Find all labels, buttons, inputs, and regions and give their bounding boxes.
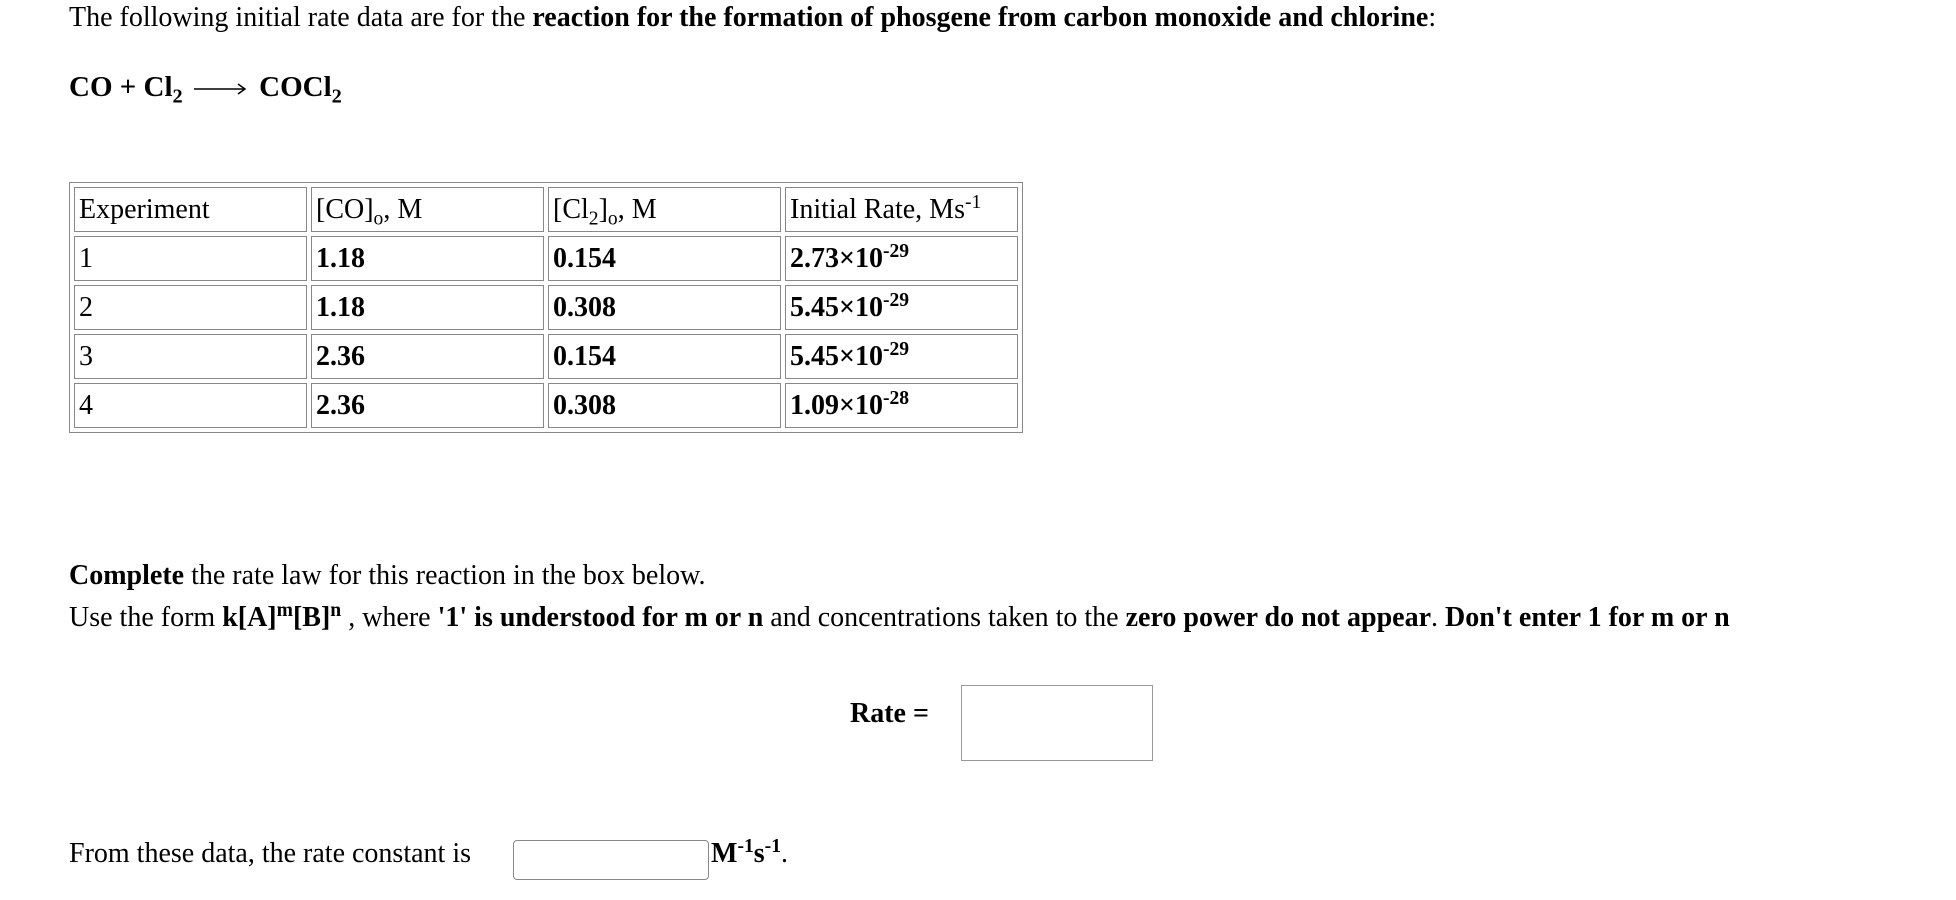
cell-experiment: 1: [74, 236, 307, 281]
header-cl2-subscript: 2: [588, 207, 599, 229]
use-mid2: and concentrations taken to the: [763, 602, 1126, 633]
equation-product-subscript: 2: [331, 85, 342, 108]
complete-rest: the rate law for this reaction in the box below.: [184, 560, 706, 591]
form-b: [B]: [292, 602, 331, 633]
table-row: [74, 383, 1018, 428]
cell-rate: [785, 383, 1018, 428]
cell-co: 2.36: [311, 383, 544, 428]
cell-rate-exponent: -28: [882, 387, 910, 409]
table-row: [74, 236, 1018, 281]
use-prefix: Use the form: [69, 602, 223, 633]
rate-law-input[interactable]: [961, 685, 1153, 761]
rate-constant-text: From these data, the rate constant is: [69, 838, 471, 869]
cell-cl2: 0.308: [548, 285, 781, 330]
header-cl2-label: [Cl: [553, 193, 589, 225]
use-mid3: .: [1431, 602, 1445, 633]
header-co: [311, 187, 544, 232]
use-bold2: zero power do not appear: [1125, 602, 1431, 633]
cell-rate-mantissa: 2.73×10: [790, 242, 883, 274]
cell-rate: [785, 334, 1018, 379]
equation-product: COCl: [259, 71, 332, 103]
header-rate: [785, 187, 1018, 232]
header-co-unit: , M: [383, 193, 423, 225]
cell-rate-exponent: -29: [882, 289, 910, 311]
intro-text: [69, 2, 1436, 34]
intro-bold: reaction for the formation of phosgene from carbon monoxide and chlorine: [532, 2, 1429, 33]
rate-constant-units: [711, 838, 788, 870]
header-rate-superscript: -1: [964, 191, 982, 213]
cell-rate-exponent: -29: [882, 240, 910, 262]
rate-data-table: [69, 182, 1023, 433]
unit-s-exponent: -1: [764, 836, 781, 858]
cell-rate-mantissa: 5.45×10: [790, 340, 883, 372]
cell-rate-mantissa: 5.45×10: [790, 291, 883, 323]
cell-experiment: 4: [74, 383, 307, 428]
unit-s: s: [753, 838, 765, 869]
form-k: k[A]: [222, 602, 277, 633]
rate-label: Rate =: [850, 698, 929, 729]
cell-rate: [785, 285, 1018, 330]
cell-co: 2.36: [311, 334, 544, 379]
equation-reactants: CO + Cl: [69, 71, 173, 103]
complete-bold: Complete: [69, 560, 185, 591]
rate-constant-input[interactable]: [513, 840, 709, 880]
cell-rate: [785, 236, 1018, 281]
equation-reactant-subscript: 2: [172, 85, 183, 108]
intro-prefix: The following initial rate data are for the: [69, 2, 533, 33]
header-cl2-bracket: ]: [598, 193, 608, 225]
header-cl2-unit: , M: [617, 193, 657, 225]
cell-cl2: 0.308: [548, 383, 781, 428]
intro-suffix: :: [1428, 2, 1437, 33]
header-co-subscript: o: [373, 207, 384, 229]
cell-experiment: 3: [74, 334, 307, 379]
header-experiment: Experiment: [74, 187, 307, 232]
form-instruction: [69, 602, 1730, 634]
cell-co: 1.18: [311, 236, 544, 281]
form-n: n: [330, 600, 342, 622]
cell-rate-exponent: -29: [882, 338, 910, 360]
table-row: [74, 334, 1018, 379]
cell-co: 1.18: [311, 285, 544, 330]
complete-instruction: [69, 560, 706, 592]
header-rate-label: Initial Rate, Ms: [790, 193, 965, 225]
header-cl2: [548, 187, 781, 232]
unit-m: M: [711, 838, 738, 869]
header-cl2-subscript-o: o: [607, 207, 618, 229]
unit-end: .: [781, 838, 788, 869]
header-co-label: [CO]: [316, 193, 374, 225]
cell-cl2: 0.154: [548, 236, 781, 281]
unit-m-exponent: -1: [737, 836, 754, 858]
use-bold1: '1' is understood for m or n: [437, 602, 764, 633]
use-mid1: , where: [341, 602, 438, 633]
table-header-row: [74, 187, 1018, 232]
use-bold3: Don't enter 1 for m or n: [1445, 602, 1730, 633]
cell-cl2: 0.154: [548, 334, 781, 379]
chemical-equation: [69, 71, 342, 108]
reaction-arrow-icon: [194, 82, 248, 96]
form-m: m: [276, 600, 293, 622]
table-row: [74, 285, 1018, 330]
cell-rate-mantissa: 1.09×10: [790, 389, 883, 421]
cell-experiment: 2: [74, 285, 307, 330]
